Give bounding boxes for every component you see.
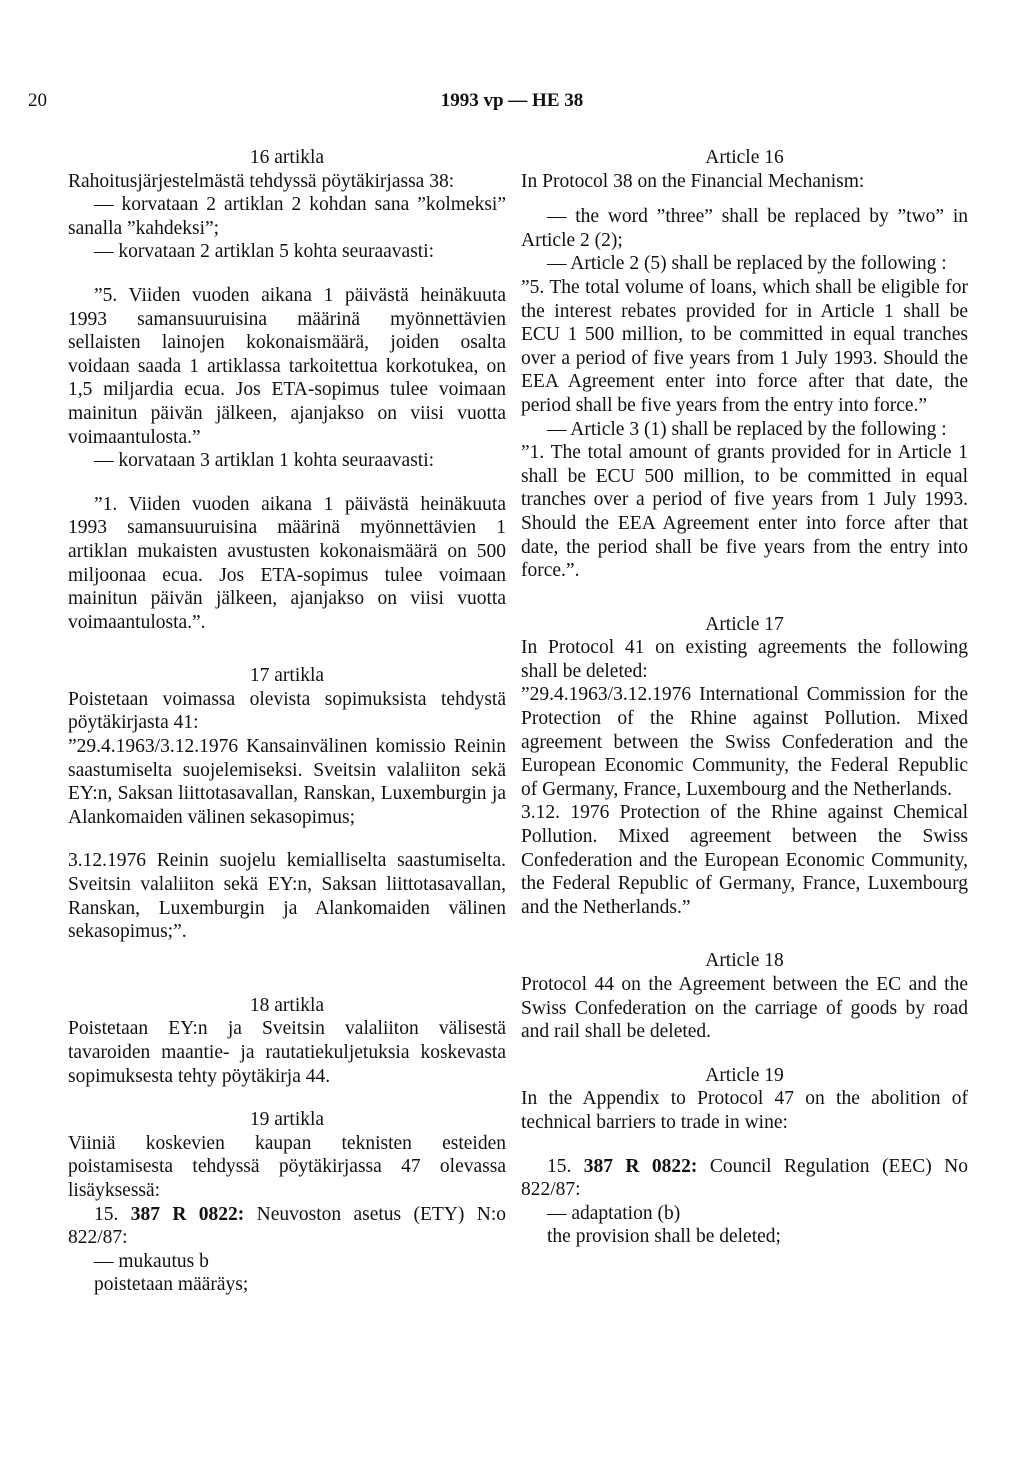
- article-19-en: [521, 1064, 968, 1249]
- deleted-entry: 3.12. 1976 Protection of the Rhine against Chemical Pollution. Mixed agreement between the Swiss Confederation and the European Economic Community, the Federal Republic of Germany, France, Luxembourg and the Netherlands.”: [521, 802, 968, 918]
- amendment-item: — Article 3 (1) shall be replaced by the following :: [547, 418, 947, 440]
- reference-text: Neuvoston asetus (ETY) N:o 822/87:: [68, 1203, 507, 1249]
- amendment-item: — Article 2 (5) shall be replaced by the following :: [547, 253, 947, 275]
- article-heading: Article 19: [705, 1064, 784, 1086]
- amendment-item: — korvataan 2 artiklan 5 kohta seuraavasti:: [94, 241, 435, 263]
- quoted-paragraph: ”1. The total amount of grants provided for in Article 1 shall be ECU 500 million, to be committed in equal tranches over a period of five years from 1 July 1993. Should the EEA Agreement enter into force after that date, the period shall be five years from the entry into force.”.: [521, 442, 968, 582]
- article-heading: 17 artikla: [249, 665, 325, 687]
- article-18-fi: [68, 994, 506, 1088]
- article-heading: 18 artikla: [249, 994, 325, 1016]
- adaptation-label: — adaptation (b): [547, 1202, 681, 1224]
- article-19-fi: [68, 1108, 506, 1297]
- regulation-reference: [521, 1155, 968, 1202]
- deleted-entry: 3.12.1976 Reinin suojelu kemialliselta saastumiselta. Sveitsin valaliiton sekä EY:n, Saksan liittotasavallan, Ranskan, Luxemburgin ja Alankomaiden välinen sekasopimus;”.: [68, 850, 506, 943]
- reference-number: 15.: [94, 1203, 119, 1225]
- amendment-item: — korvataan 2 artiklan 2 kohdan sana ”kolmeksi” sanalla ”kahdeksi”;: [68, 194, 506, 239]
- article-body: Poistetaan EY:n ja Sveitsin valaliiton välisestä tavaroiden maantie- ja rautatiekuljetuksia koskevasta sopimuksesta tehty pöytäkirja 44.: [68, 1018, 506, 1087]
- adaptation-action: poistetaan määräys;: [94, 1274, 249, 1296]
- english-column: [521, 146, 968, 1249]
- reference-number: 15.: [547, 1155, 572, 1177]
- article-heading: 16 artikla: [249, 147, 325, 168]
- article-17-en: [521, 613, 968, 920]
- amendment-item: — the word ”three” shall be replaced by ”two” in Article 2 (2);: [521, 206, 968, 251]
- article-heading: Article 16: [705, 147, 784, 168]
- page-number: 20: [28, 90, 47, 111]
- article-intro: Poistetaan voimassa olevista sopimuksista tehdystä pöytäkirjasta 41:: [68, 688, 506, 734]
- reference-text: Council Regulation (EEC) No 822/87:: [521, 1155, 969, 1201]
- article-intro: In Protocol 38 on the Financial Mechanism:: [521, 170, 865, 192]
- quoted-paragraph: ”5. Viiden vuoden aikana 1 päivästä heinäkuuta 1993 samansuuruisina määrinä myönnettävien sellaisten lainojen kokonaismäärä, joiden osalta voidaan saada 1 artiklassa tarkoitettua korkotukea, on 1,5 miljardia ecua. Jos ETA-sopimus tulee voimaan mainitun päivän jälkeen, ajanjakso on viisi vuotta voimaantulosta.”: [68, 284, 506, 448]
- article-17-fi: [68, 664, 506, 944]
- regulation-reference: [68, 1203, 506, 1250]
- amendment-item: — korvataan 3 artiklan 1 kohta seuraavasti:: [94, 450, 435, 472]
- finnish-column: [68, 146, 506, 1297]
- article-heading: 19 artikla: [249, 1109, 325, 1131]
- article-intro: Viiniä koskevien kaupan teknisten esteiden poistamisesta tehdyssä pöytäkirjassa 47 olevassa lisäyksessä:: [68, 1132, 506, 1201]
- article-heading: Article 17: [705, 613, 784, 635]
- page-header: [0, 90, 1024, 120]
- article-intro: In the Appendix to Protocol 47 on the abolition of technical barriers to trade in wine:: [521, 1088, 968, 1133]
- adaptation-label: — mukautus b: [94, 1250, 209, 1272]
- reference-code: 387 R 0822:: [583, 1155, 698, 1177]
- article-16-fi: [68, 146, 506, 634]
- adaptation-action: the provision shall be deleted;: [547, 1226, 781, 1248]
- article-intro: In Protocol 41 on existing agreements the following shall be deleted:: [521, 637, 968, 682]
- reference-code: 387 R 0822:: [130, 1203, 245, 1225]
- article-18-en: [521, 949, 968, 1043]
- article-intro: Rahoitusjärjestelmästä tehdyssä pöytäkirjassa 38:: [68, 170, 455, 192]
- quoted-paragraph: ”5. The total volume of loans, which shall be eligible for the interest rebates provided for in Article 1 shall be ECU 1 500 million, to be committed in equal tranches over a period of five years from 1 July 1993. Should the EEA Agreement enter into force after that date, the period shall be five years from the entry into force.”: [521, 276, 968, 416]
- deleted-entry: ”29.4.1963/3.12.1976 Kansainvälinen komissio Reinin saastumiselta suojelemiseksi. Sveitsin valaliiton sekä EY:n, Saksan liittotasavallan, Ranskan, Luxemburgin ja Alankomaiden välinen sekasopimus;: [68, 736, 506, 828]
- running-title: 1993 vp — HE 38: [440, 90, 584, 111]
- article-16-en: [521, 146, 968, 583]
- article-heading: Article 18: [705, 950, 784, 972]
- quoted-paragraph: ”1. Viiden vuoden aikana 1 päivästä heinäkuuta 1993 samansuuruisina määrinä myönnettävien 1 artiklan mukaisten avustusten kokonaismäärä on 500 miljoonaa ecua. Jos ETA-sopimus tulee voimaan mainitun päivän jälkeen, ajanjakso on viisi vuotta voimaantulosta.”.: [68, 493, 506, 633]
- article-body: Protocol 44 on the Agreement between the EC and the Swiss Confederation on the carriage of goods by road and rail shall be deleted.: [521, 974, 968, 1043]
- deleted-entry: ”29.4.1963/3.12.1976 International Commission for the Protection of the Rhine against Pollution. Mixed agreement between the Swiss Confederation and the European Economic Community, the Federal Republic of Germany, France, Luxembourg and the Netherlands.: [521, 684, 968, 800]
